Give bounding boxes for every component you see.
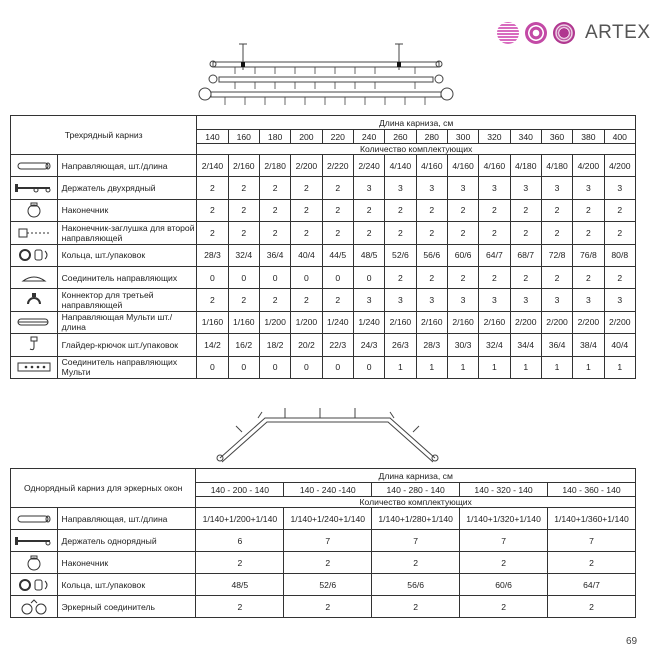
value-cell: 2 <box>196 596 284 618</box>
value-cell: 40/4 <box>291 244 322 266</box>
value-cell: 2 <box>228 289 259 311</box>
value-cell: 1 <box>479 356 510 378</box>
value-cell: 3 <box>479 289 510 311</box>
length-cell: 300 <box>447 130 478 144</box>
value-cell: 2 <box>259 289 290 311</box>
table-row <box>11 289 636 311</box>
value-cell: 4/200 <box>573 155 604 177</box>
value-cell: 72/8 <box>541 244 572 266</box>
value-cell: 3 <box>604 177 635 199</box>
table-row <box>11 552 636 574</box>
double-holder-icon <box>11 177 58 199</box>
value-cell: 2 <box>548 552 636 574</box>
value-cell: 1/140+1/360+1/140 <box>548 508 636 530</box>
table-row <box>11 222 636 244</box>
value-cell: 2 <box>196 552 284 574</box>
triple-rod-table <box>10 115 636 379</box>
component-name: Наконечник-заглушка для второй направляющей <box>57 222 197 244</box>
component-name: Направляющая, шт./длина <box>57 155 197 177</box>
value-cell: 2 <box>284 596 372 618</box>
qty-header: Количество комплектующих <box>196 497 636 508</box>
value-cell: 1/140+1/280+1/140 <box>372 508 460 530</box>
value-cell: 0 <box>322 266 353 288</box>
value-cell: 0 <box>228 356 259 378</box>
length-header: Длина карниза, см <box>196 469 636 483</box>
value-cell: 3 <box>353 289 384 311</box>
table-row <box>11 508 636 530</box>
value-cell: 2/200 <box>573 311 604 333</box>
value-cell: 28/3 <box>197 244 228 266</box>
value-cell: 3 <box>541 289 572 311</box>
component-name: Держатель однорядный <box>57 530 196 552</box>
value-cell: 2 <box>291 199 322 221</box>
bay-rod-diagram <box>210 400 450 468</box>
triple-rod-diagram <box>195 42 455 112</box>
value-cell: 2 <box>322 199 353 221</box>
value-cell: 80/8 <box>604 244 635 266</box>
brand-logo <box>497 20 651 46</box>
value-cell: 6 <box>196 530 284 552</box>
value-cell: 2 <box>322 177 353 199</box>
value-cell: 1 <box>573 356 604 378</box>
table-row <box>11 266 636 288</box>
value-cell: 2 <box>460 596 548 618</box>
value-cell: 2 <box>416 266 447 288</box>
value-cell: 52/6 <box>284 574 372 596</box>
value-cell: 2/160 <box>479 311 510 333</box>
length-cell: 320 <box>479 130 510 144</box>
value-cell: 1/140+1/240+1/140 <box>284 508 372 530</box>
value-cell: 2/180 <box>259 155 290 177</box>
rail-icon <box>11 508 58 530</box>
value-cell: 2 <box>197 199 228 221</box>
value-cell: 2 <box>541 266 572 288</box>
value-cell: 3 <box>573 177 604 199</box>
value-cell: 2/200 <box>604 311 635 333</box>
value-cell: 3 <box>541 177 572 199</box>
finial-icon <box>11 199 58 221</box>
value-cell: 2 <box>573 266 604 288</box>
value-cell: 4/160 <box>479 155 510 177</box>
value-cell: 1/140+1/320+1/140 <box>460 508 548 530</box>
value-cell: 0 <box>228 266 259 288</box>
value-cell: 2 <box>510 266 541 288</box>
value-cell: 36/4 <box>541 334 572 356</box>
value-cell: 2 <box>372 552 460 574</box>
component-name: Направляющая Мульти шт./длина <box>57 311 197 333</box>
bay-connector-icon <box>11 596 58 618</box>
value-cell: 2 <box>197 177 228 199</box>
value-cell: 2/220 <box>322 155 353 177</box>
length-cell: 200 <box>291 130 322 144</box>
header-row <box>11 469 636 483</box>
value-cell: 44/5 <box>322 244 353 266</box>
value-cell: 2 <box>372 596 460 618</box>
table-row <box>11 311 636 333</box>
table-row <box>11 155 636 177</box>
rail-icon <box>11 155 58 177</box>
value-cell: 2 <box>604 222 635 244</box>
end-cap-icon <box>11 222 58 244</box>
value-cell: 2/160 <box>385 311 416 333</box>
value-cell: 26/3 <box>385 334 416 356</box>
component-name: Держатель двухрядный <box>57 177 197 199</box>
table-row <box>11 244 636 266</box>
value-cell: 1/160 <box>228 311 259 333</box>
rings-icon <box>11 244 58 266</box>
value-cell: 28/3 <box>416 334 447 356</box>
value-cell: 0 <box>353 266 384 288</box>
value-cell: 2 <box>573 222 604 244</box>
value-cell: 3 <box>416 289 447 311</box>
value-cell: 32/4 <box>228 244 259 266</box>
value-cell: 2 <box>228 177 259 199</box>
length-cell: 340 <box>510 130 541 144</box>
logo-circle-1 <box>497 22 519 44</box>
value-cell: 30/3 <box>447 334 478 356</box>
value-cell: 3 <box>353 177 384 199</box>
component-name: Соединитель направляющих Мульти <box>57 356 197 378</box>
value-cell: 2 <box>479 222 510 244</box>
value-cell: 2 <box>447 199 478 221</box>
finial-icon <box>11 552 58 574</box>
value-cell: 2 <box>541 199 572 221</box>
value-cell: 2 <box>353 199 384 221</box>
component-name: Направляющая, шт./длина <box>57 508 196 530</box>
value-cell: 2 <box>291 222 322 244</box>
value-cell: 3 <box>604 289 635 311</box>
value-cell: 7 <box>548 530 636 552</box>
value-cell: 1 <box>385 356 416 378</box>
connector-icon <box>11 289 58 311</box>
value-cell: 16/2 <box>228 334 259 356</box>
value-cell: 2 <box>416 222 447 244</box>
component-name: Эркерный соединитель <box>57 596 196 618</box>
value-cell: 2 <box>510 199 541 221</box>
value-cell: 4/180 <box>510 155 541 177</box>
value-cell: 2 <box>573 199 604 221</box>
length-cell: 140 <box>197 130 228 144</box>
value-cell: 0 <box>322 356 353 378</box>
value-cell: 56/6 <box>416 244 447 266</box>
value-cell: 0 <box>353 356 384 378</box>
rail-connector-icon <box>11 266 58 288</box>
value-cell: 3 <box>447 289 478 311</box>
component-name: Соединитель направляющих <box>57 266 197 288</box>
value-cell: 56/6 <box>372 574 460 596</box>
value-cell: 1/200 <box>291 311 322 333</box>
table-row <box>11 530 636 552</box>
value-cell: 4/200 <box>604 155 635 177</box>
value-cell: 2/140 <box>197 155 228 177</box>
value-cell: 2/200 <box>510 311 541 333</box>
value-cell: 2 <box>604 266 635 288</box>
rings-icon <box>11 574 58 596</box>
value-cell: 0 <box>259 356 290 378</box>
table-title: Трехрядный карниз <box>11 116 197 155</box>
value-cell: 2 <box>291 177 322 199</box>
value-cell: 1/140+1/200+1/140 <box>196 508 284 530</box>
value-cell: 2/200 <box>291 155 322 177</box>
length-cell: 380 <box>573 130 604 144</box>
value-cell: 2 <box>416 199 447 221</box>
multi-connector-icon <box>11 356 58 378</box>
length-cell: 260 <box>385 130 416 144</box>
value-cell: 0 <box>197 356 228 378</box>
length-header: Длина карниза, см <box>197 116 636 130</box>
length-cell: 220 <box>322 130 353 144</box>
value-cell: 2/160 <box>447 311 478 333</box>
value-cell: 2 <box>479 266 510 288</box>
value-cell: 1 <box>604 356 635 378</box>
value-cell: 2 <box>510 222 541 244</box>
value-cell: 2/160 <box>416 311 447 333</box>
length-cell: 280 <box>416 130 447 144</box>
length-cell: 180 <box>259 130 290 144</box>
value-cell: 34/4 <box>510 334 541 356</box>
brand-name: ARTEX <box>585 22 651 43</box>
value-cell: 1 <box>416 356 447 378</box>
value-cell: 4/160 <box>447 155 478 177</box>
qty-header: Количество комплектующих <box>197 144 636 155</box>
table-row <box>11 177 636 199</box>
value-cell: 14/2 <box>197 334 228 356</box>
value-cell: 2 <box>460 552 548 574</box>
value-cell: 2 <box>197 289 228 311</box>
value-cell: 2 <box>385 199 416 221</box>
value-cell: 1 <box>510 356 541 378</box>
value-cell: 64/7 <box>548 574 636 596</box>
value-cell: 22/3 <box>322 334 353 356</box>
value-cell: 2/200 <box>541 311 572 333</box>
header-row <box>11 116 636 130</box>
value-cell: 0 <box>291 266 322 288</box>
value-cell: 48/5 <box>196 574 284 596</box>
length-cell: 240 <box>353 130 384 144</box>
value-cell: 7 <box>284 530 372 552</box>
value-cell: 52/6 <box>385 244 416 266</box>
value-cell: 2 <box>385 266 416 288</box>
value-cell: 32/4 <box>479 334 510 356</box>
value-cell: 2 <box>259 199 290 221</box>
value-cell: 1/240 <box>353 311 384 333</box>
value-cell: 2 <box>447 222 478 244</box>
value-cell: 3 <box>510 177 541 199</box>
value-cell: 2 <box>197 222 228 244</box>
value-cell: 7 <box>460 530 548 552</box>
length-cell: 360 <box>541 130 572 144</box>
value-cell: 2 <box>291 289 322 311</box>
value-cell: 1/160 <box>197 311 228 333</box>
component-name: Наконечник <box>57 552 196 574</box>
table-row <box>11 574 636 596</box>
value-cell: 64/7 <box>479 244 510 266</box>
value-cell: 0 <box>259 266 290 288</box>
value-cell: 2 <box>541 222 572 244</box>
value-cell: 1/240 <box>322 311 353 333</box>
value-cell: 48/5 <box>353 244 384 266</box>
value-cell: 1/200 <box>259 311 290 333</box>
value-cell: 2 <box>284 552 372 574</box>
value-cell: 4/140 <box>385 155 416 177</box>
length-cell: 140 - 320 - 140 <box>460 483 548 497</box>
value-cell: 3 <box>385 289 416 311</box>
value-cell: 68/7 <box>510 244 541 266</box>
value-cell: 1 <box>541 356 572 378</box>
value-cell: 2 <box>228 222 259 244</box>
table-row <box>11 596 636 618</box>
value-cell: 3 <box>479 177 510 199</box>
value-cell: 7 <box>372 530 460 552</box>
length-cell: 160 <box>228 130 259 144</box>
value-cell: 76/8 <box>573 244 604 266</box>
value-cell: 0 <box>197 266 228 288</box>
value-cell: 4/180 <box>541 155 572 177</box>
value-cell: 2 <box>228 199 259 221</box>
table-row <box>11 334 636 356</box>
table-row <box>11 199 636 221</box>
value-cell: 38/4 <box>573 334 604 356</box>
value-cell: 2/240 <box>353 155 384 177</box>
component-name: Наконечник <box>57 199 197 221</box>
component-name: Глайдер-крючок шт./упаковок <box>57 334 197 356</box>
logo-circle-3 <box>553 22 575 44</box>
length-cell: 140 - 200 - 140 <box>196 483 284 497</box>
component-name: Коннектор для третьей направляющей <box>57 289 197 311</box>
table-row <box>11 356 636 378</box>
value-cell: 4/160 <box>416 155 447 177</box>
value-cell: 2 <box>479 199 510 221</box>
length-cell: 140 - 240 -140 <box>284 483 372 497</box>
value-cell: 0 <box>291 356 322 378</box>
value-cell: 3 <box>510 289 541 311</box>
multi-rail-icon <box>11 311 58 333</box>
value-cell: 2 <box>385 222 416 244</box>
value-cell: 40/4 <box>604 334 635 356</box>
value-cell: 2 <box>548 596 636 618</box>
value-cell: 2 <box>259 222 290 244</box>
value-cell: 36/4 <box>259 244 290 266</box>
glider-hook-icon <box>11 334 58 356</box>
single-holder-icon <box>11 530 58 552</box>
logo-circle-2 <box>525 22 547 44</box>
value-cell: 24/3 <box>353 334 384 356</box>
value-cell: 2 <box>322 222 353 244</box>
value-cell: 2 <box>353 222 384 244</box>
value-cell: 2/160 <box>228 155 259 177</box>
length-cell: 140 - 280 - 140 <box>372 483 460 497</box>
value-cell: 20/2 <box>291 334 322 356</box>
value-cell: 2 <box>604 199 635 221</box>
value-cell: 2 <box>259 177 290 199</box>
value-cell: 3 <box>416 177 447 199</box>
length-cell: 400 <box>604 130 635 144</box>
value-cell: 2 <box>447 266 478 288</box>
value-cell: 60/6 <box>460 574 548 596</box>
bay-rod-table <box>10 468 636 618</box>
page-number: 69 <box>626 636 638 647</box>
value-cell: 2 <box>322 289 353 311</box>
length-cell: 140 - 360 - 140 <box>548 483 636 497</box>
value-cell: 18/2 <box>259 334 290 356</box>
value-cell: 3 <box>573 289 604 311</box>
table-title: Однорядный карниз для эркерных окон <box>11 469 196 508</box>
component-name: Кольца, шт./упаковок <box>57 574 196 596</box>
value-cell: 1 <box>447 356 478 378</box>
value-cell: 3 <box>385 177 416 199</box>
value-cell: 3 <box>447 177 478 199</box>
component-name: Кольца, шт./упаковок <box>57 244 197 266</box>
value-cell: 60/6 <box>447 244 478 266</box>
